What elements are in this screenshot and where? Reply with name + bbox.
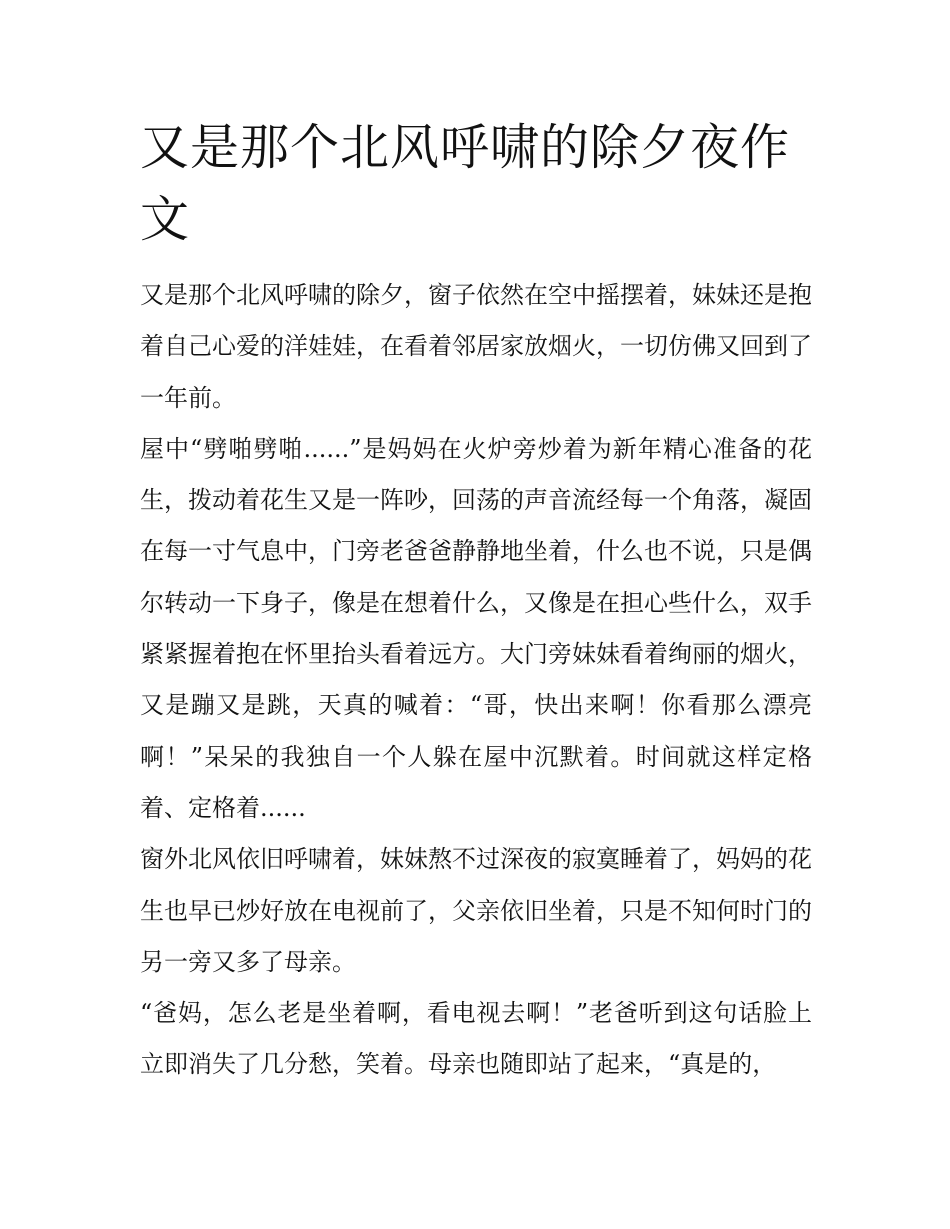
paragraph-4: “爸妈，怎么老是坐着啊，看电视去啊！”老爸听到这句话脸上立即消失了几分愁，笑着。母亲也随即站了起来，“真是的， [140, 999, 812, 1079]
paragraph-3: 窗外北风依旧呼啸着，妹妹熬不过深夜的寂寞睡着了，妈妈的花生也早已炒好放在电视前了，父亲依旧坐着，只是不知何时门的另一旁又多了母亲。 [140, 845, 812, 976]
paragraph-2: 屋中“劈啪劈啪......”是妈妈在火炉旁炒着为新年精心准备的花生，拨动着花生又是一阵吵，回荡的声音流经每一个角落，凝固在每一寸气息中，门旁老爸爸静静地坐着，什么也不说，只是偶尔转动一下身子，像是在想着什么，又像是在担心些什么，双手紧紧握着抱在怀里抬头看着远方。大门旁妹妹看着绚丽的烟火，又是蹦又是跳，天真的喊着：“哥，快出来啊！你看那么漂亮啊！”呆呆的我独自一个人躲在屋中沉默着。时间就这样定格着、定格着...... [140, 434, 812, 822]
document-body [140, 112, 812, 1091]
document-title: 又是那个北风呼啸的除夕夜作文 [140, 119, 791, 248]
paragraph-1: 又是那个北风呼啸的除夕，窗子依然在空中摇摆着，妹妹还是抱着自己心爱的洋娃娃，在看着邻居家放烟火，一切仿佛又回到了一年前。 [140, 281, 812, 412]
